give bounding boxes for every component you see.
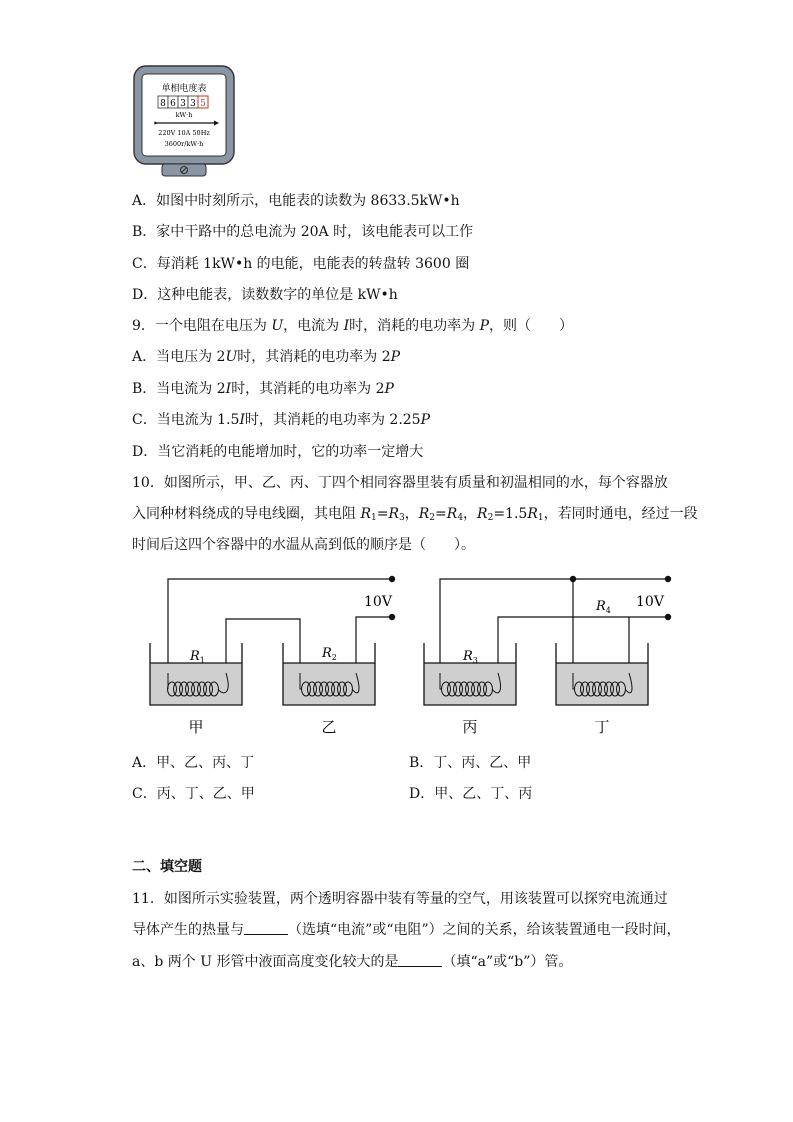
q9-var: I <box>239 412 245 428</box>
label-r4: $R_4$ <box>596 599 611 615</box>
q9-option-d: D．当它消耗的电能增加时，它的功率一定增大 <box>132 444 424 460</box>
q11-text: （选填“电流”或“电阻”）之间的关系，给该装置通电一段时间， <box>288 922 681 938</box>
terminal <box>665 576 671 582</box>
q9-text: 时，其消耗的电功率为 2 <box>231 381 385 397</box>
q9-text: ，电流为 <box>283 318 344 334</box>
q10-stem-line1: 10．如图所示，甲、乙、丙、丁四个相同容器里装有质量和初温相同的水，每个容器放 <box>132 475 668 491</box>
water <box>424 663 516 705</box>
label-r3: $R_3$ <box>463 649 478 665</box>
water <box>556 663 648 705</box>
q9-var-u: U <box>271 318 284 334</box>
q9-text: 时，其消耗的电功率为 2 <box>237 349 391 365</box>
electric-meter-figure <box>132 64 238 180</box>
q11-stem-line3 <box>132 953 572 971</box>
q10-stem-line3: 时间后这四个容器中的水温从高到低的顺序是（ ）。 <box>132 537 475 553</box>
answer-blank[interactable] <box>244 922 288 935</box>
q9-var-i: I <box>343 318 350 334</box>
label-r1: $R_1$ <box>190 649 205 665</box>
q9-text: 9．一个电阻在电压为 <box>132 318 272 334</box>
q10-text: ， <box>463 506 478 522</box>
q9-var: P <box>384 381 394 397</box>
container-label-bing: 丙 <box>462 718 478 736</box>
answer-blank[interactable] <box>398 954 442 967</box>
q10-option-a: A．甲、乙、丙、丁 <box>132 755 255 771</box>
q9-stem <box>132 317 573 335</box>
q10-sub: 1 <box>371 513 377 523</box>
terminal <box>389 614 395 620</box>
q10-option-b: B．丁、丙、乙、甲 <box>409 755 532 771</box>
q10-text: = <box>376 506 389 522</box>
q9-option-c <box>132 411 430 429</box>
q9-text: ，则（ ） <box>489 318 574 334</box>
container-label-yi: 乙 <box>321 718 337 736</box>
q9-var: P <box>390 349 401 365</box>
meter-digit: 3 <box>180 99 186 109</box>
q8-option-a: A．如图中时刻所示，电能表的读数为 8633.5kW•h <box>132 193 460 209</box>
q10-var: R <box>418 506 430 522</box>
meter-digit: 6 <box>170 99 176 109</box>
q10-text: =1.5 <box>493 506 528 522</box>
meter-spec: 220V 10A 50Hz <box>158 129 210 137</box>
q9-text: B．当电流为 2 <box>132 381 226 397</box>
q9-text: A．当电压为 2 <box>132 349 226 365</box>
q10-var: R <box>360 506 371 522</box>
q9-var-p: P <box>479 318 490 334</box>
q8-option-d: D．这种电能表，读数数字的单位是 kW•h <box>132 287 398 303</box>
meter-digits <box>158 96 208 109</box>
meter-title: 单相电度表 <box>161 84 207 94</box>
q10-text: ，若同时通电，经过一段 <box>543 506 698 522</box>
terminal <box>665 614 671 620</box>
q9-var: P <box>420 412 431 428</box>
q8-option-c: C．每消耗 1kW•h 的电能，电能表的转盘转 3600 圈 <box>132 256 470 272</box>
q11-text: 导体产生的热量与 <box>132 922 244 938</box>
voltage-label-right: 10V <box>636 594 664 610</box>
q10-sub: 2 <box>429 513 436 523</box>
q10-var: R <box>527 506 538 522</box>
q10-sub: 4 <box>457 513 464 523</box>
q10-sub: 2 <box>487 513 494 523</box>
q10-sub: 3 <box>399 513 405 523</box>
q9-text: C．当电流为 1.5 <box>132 412 240 428</box>
q10-circuit-figure <box>140 565 680 743</box>
voltage-label-left: 10V <box>364 594 392 610</box>
q9-option-a <box>132 348 400 366</box>
water <box>283 663 375 705</box>
q11-stem-line1: 11．如图所示实验装置，两个透明容器中装有等量的空气，用该装置可以探究电流通过 <box>132 891 668 907</box>
q10-var: R <box>388 506 400 522</box>
q9-text: 时，其消耗的电功率为 2.25 <box>244 412 421 428</box>
q10-option-c: C．丙、丁、乙、甲 <box>132 786 255 802</box>
q10-var: R <box>477 506 488 522</box>
q10-var: R <box>446 506 458 522</box>
label-r2: $R_2$ <box>322 646 337 662</box>
q9-var: U <box>225 349 238 365</box>
container-label-ding: 丁 <box>594 718 610 736</box>
container-label-jia: 甲 <box>188 718 204 736</box>
meter-digit: 3 <box>190 99 196 109</box>
q9-option-b <box>132 380 394 398</box>
section-title: 二、填空题 <box>132 859 202 875</box>
q10-sub: 1 <box>537 513 544 523</box>
q10-text: ， <box>404 506 419 522</box>
junction-node <box>570 576 576 582</box>
q9-text: 时，消耗的电功率为 <box>349 318 480 334</box>
q11-text: （填“a”或“b”）管。 <box>442 954 573 970</box>
q11-text: a、b 两个 U 形管中液面高度变化较大的是 <box>132 954 399 970</box>
q10-option-d: D．甲、乙、丁、丙 <box>409 786 533 802</box>
terminal <box>389 576 395 582</box>
q11-stem-line2 <box>132 921 681 939</box>
meter-digit-red: 5 <box>200 99 206 109</box>
q10-stem-line2 <box>132 505 698 527</box>
q10-text: 入同种材料绕成的导电线圈，其电阻 <box>132 506 361 522</box>
meter-unit: kW·h <box>175 111 193 119</box>
meter-rev: 3600r/kW·h <box>164 140 204 148</box>
q10-text: = <box>435 506 447 522</box>
q9-var: I <box>225 381 232 397</box>
meter-digit: 8 <box>160 99 166 109</box>
q8-option-b: B．家中干路中的总电流为 20A 时，该电能表可以工作 <box>132 224 474 240</box>
